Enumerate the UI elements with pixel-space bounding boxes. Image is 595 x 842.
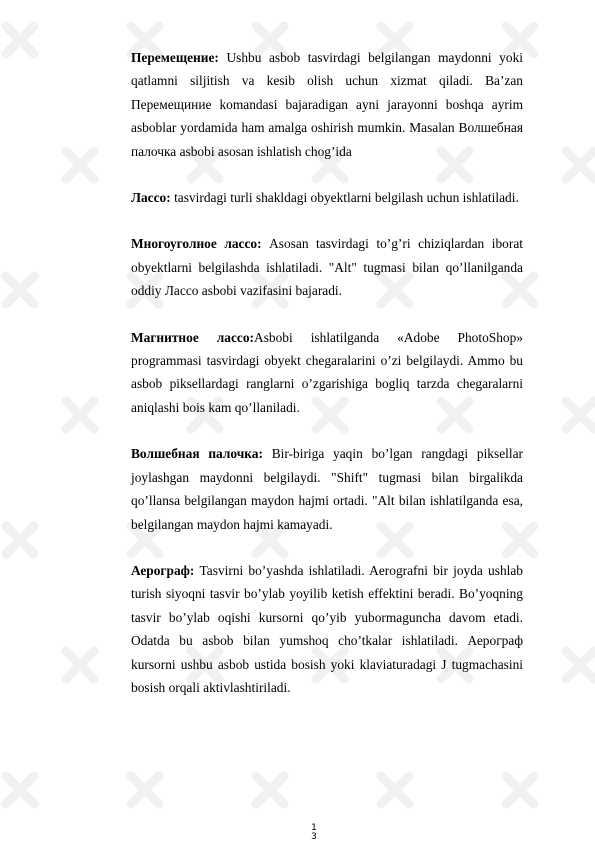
watermark-stroke — [256, 776, 284, 804]
watermark-stroke — [66, 401, 94, 429]
page-number-digit-2: 3 — [311, 832, 317, 842]
watermark-stroke — [66, 401, 94, 429]
paragraph-text: tasvirdagi turli shakldagi obyektlarni belgilash uchun ishlatiladi. — [170, 190, 519, 206]
watermark-stroke — [566, 151, 594, 179]
term-label: Многоуголное лассо: — [131, 236, 262, 252]
watermark-stroke — [131, 776, 159, 804]
watermark-stroke — [6, 526, 34, 554]
paragraph-peremeshchenie — [131, 46, 523, 163]
watermark-stroke — [6, 26, 34, 54]
term-label: Магнитное лассо: — [131, 329, 255, 345]
paragraph-text: Ushbu asbob tasvirdagi belgilangan maydonni yoki qatlamni siljitish va kesib olish uchun xizmat qiladi. Ba’zan Перемещиние komandasi bajaradigan ayni jarayonni boshqa ayrim asboblar yordamida ham amalga oshirish mumkin. Masalan Волшебная палочка asbobi asosan ishlatish chog’ida — [131, 50, 523, 159]
page-number-digit-1: 1 — [311, 823, 317, 833]
watermark-stroke — [131, 776, 159, 804]
watermark-stroke — [6, 526, 34, 554]
watermark-stroke — [6, 26, 34, 54]
watermark-stroke — [566, 151, 594, 179]
watermark-stroke — [506, 776, 534, 804]
watermark-stroke — [506, 776, 534, 804]
watermark-stroke — [566, 651, 594, 679]
watermark-stroke — [66, 151, 94, 179]
paragraph-magnetic-lasso — [131, 326, 523, 420]
term-label: Волшебная палочка: — [131, 446, 263, 462]
paragraph-text: Asosan tasvirdagi to’g’ri chiziqlardan iborat obyektlarni belgilashda ishlatiladi. "Alt" tugmasi bilan qo’llanilganda oddiy Лассо asbobi vazifasini bajaradi. — [131, 236, 523, 299]
paragraph-magic-wand — [131, 442, 523, 536]
watermark-stroke — [6, 276, 34, 304]
watermark-stroke — [381, 776, 409, 804]
watermark-stroke — [6, 276, 34, 304]
paragraph-polygon-lasso — [131, 232, 523, 302]
term-label: Лассо: — [131, 190, 171, 206]
paragraph-text: Asbobi ishlatilganda «Adobe PhotoShop» programmasi tasvirdagi obyekt chegaralarini o’zi belgilaydi. Ammo bu asbob piksellardagi ranglarni o’zgarishiga bogliq tarzda chegaralarni aniqlashi bois kam qo’llaniladi. — [131, 329, 523, 415]
term-label: Аерограф: — [131, 562, 195, 578]
watermark-stroke — [66, 651, 94, 679]
paragraph-text: Bir-biriga yaqin bo’lgan rangdagi piksellar joylashgan maydonni belgilaydi. "Shift" tugmasi bilan birgalikda qo’llansa belgilangan maydon hajmi ortadi. "Alt bilan ishlatilganda esa, belgilangan maydon hajmi kamayadi. — [131, 446, 523, 532]
watermark-stroke — [381, 776, 409, 804]
watermark-stroke — [66, 151, 94, 179]
watermark-stroke — [566, 401, 594, 429]
watermark-stroke — [566, 401, 594, 429]
paragraph-airbrush — [131, 559, 523, 699]
term-label: Перемещение: — [131, 50, 219, 65]
watermark-stroke — [256, 776, 284, 804]
watermark-stroke — [566, 651, 594, 679]
document-body — [131, 46, 523, 722]
watermark-stroke — [6, 776, 34, 804]
watermark-stroke — [66, 651, 94, 679]
paragraph-text: Tasvirni bo’yashda ishlatiladi. Aerografni bir joyda ushlab turish siyoqni tasvir bo’ylab yoyilib ketish effektini beradi. Bo’yoqning tasvir bo’ylab oqishi kursorni qo’yib yubormaguncha davom etadi. Odatda bu asbob bilan yumshoq cho’tkalar ishlatiladi. Аерограф kursorni ushbu asbob ustida bosish yoki klaviaturadagi J tugmachasini bosish orqali aktivlashtiriladi. — [131, 562, 523, 695]
paragraph-lasso — [131, 186, 523, 209]
watermark-stroke — [6, 776, 34, 804]
page-number — [309, 824, 319, 842]
